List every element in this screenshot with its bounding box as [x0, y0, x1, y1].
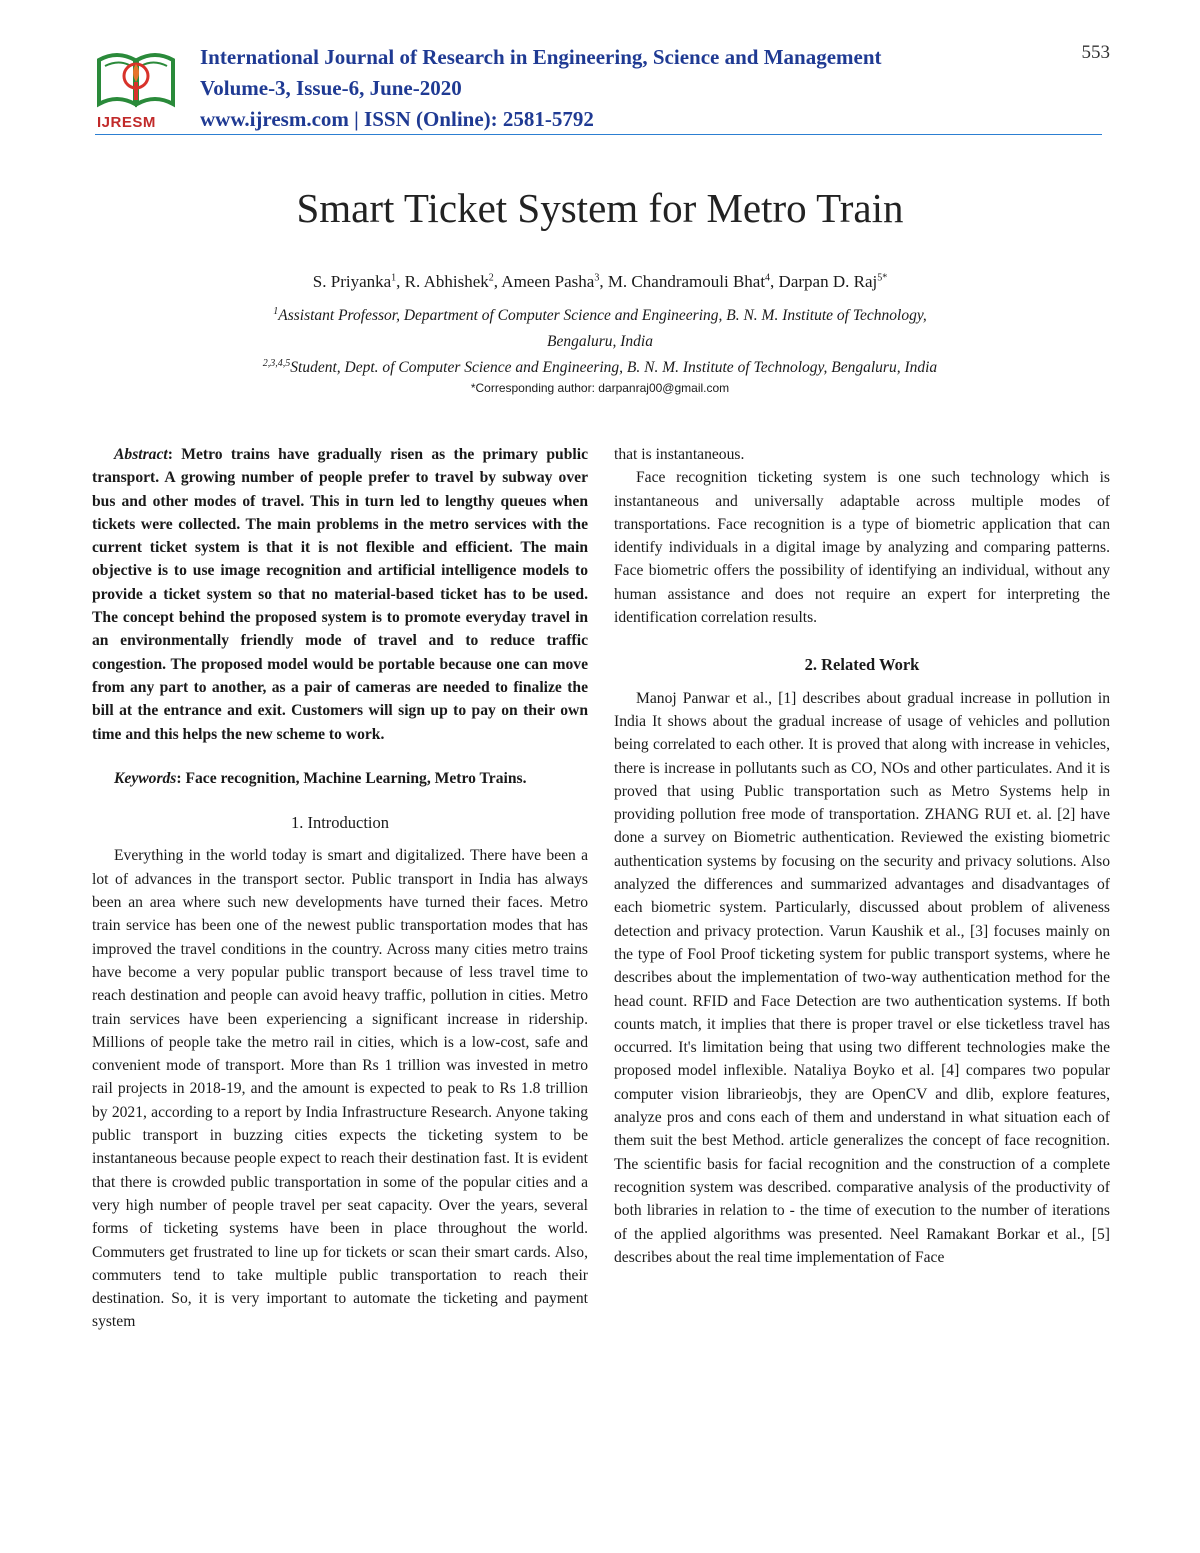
journal-logo — [95, 42, 177, 134]
related-work-paragraph: Manoj Panwar et al., [1] describes about gradual increase in pollution in India It shows about the gradual increase of usage of vehicles and pollution being correlated to each other. It is proved that along with increase in vehicles, there is increase in pollutants such as CO, NOs and other particulates. And it is proved that using Public transportation such as Metro Systems help in providing pollution free mode of transportation. ZHANG RUI et. al. [2] have done a survey on Biometric authentication. Reviewed the existing biometric authentication systems by focusing on the security and privacy solutions. Also analyzed the differences and summarized advantages and disadvantages of each biometric system. Particularly, discussed about problem of aliveness detection and privacy protection. Varun Kaushik et al., [3] focuses mainly on the type of Fool Proof ticketing system for public transport systems, where he describes about the implementation of two-way authentication method for the head count. RFID and Face Detection are two authentication systems. If both counts match, it implies that there is proper travel or else ticketless travel has occurred. It's limitation being that using two different technologies make the proposed model inflexible. Nataliya Boyko et al. [4] compares two popular computer vision librarieobjs, they are OpenCV and dlib, explore features, analyze pros and cons each of them and understand in what situation each of them suit the best Method. article generalizes the concept of face recognition. The scientific basis for facial recognition and the construction of a complete recognition system was described. comparative analysis of the productivity of both libraries in relation to - the time of execution to the number of iterations of the applied algorithms was presented. Neel Ramakant Borkar et al., [5] describes about the real time implementation of Face — [614, 689, 1110, 1266]
intro-paragraph-2: Face recognition ticketing system is one such technology which is instantaneous and universally adaptable across multiple modes of transportations. Face recognition is a type of biometric application that can identify individuals in a digital image by analyzing and comparing patterns. Face biometric offers the possibility of identifying an individual, without any human assistance and does not require an expert for interpreting the identification correlation results. — [614, 469, 1110, 627]
paper-title: Smart Ticket System for Metro Train — [296, 185, 904, 231]
author: Ameen Pasha — [501, 272, 595, 291]
journal-info — [200, 42, 882, 135]
section-heading-introduction: 1. Introduction — [290, 813, 390, 833]
author: M. Chandramouli Bhat — [607, 272, 766, 291]
left-column — [92, 443, 588, 1334]
journal-volume: Volume-3, Issue-6, June-2020 — [200, 76, 462, 100]
keywords: Keywords: Face recognition, Machine Learning, Metro Trains. — [114, 769, 527, 787]
intro-paragraph-continued: that is instantaneous. — [614, 446, 745, 463]
intro-paragraph: Everything in the world today is smart and digitalized. There have been a lot of advances in the transport sector. Public transport in India has always been an area where such new developments have turned their faces. Metro train service has been one of the newest public transportation modes that has improved the travel conditions in the country. Across many cities metro trains have become a very popular public transport because of less travel time to reach destination and people can avoid heavy traffic, pollution in cities. Metro train services have been experiencing a significant increase in ridership. Millions of people take the metro rail in cities, which is a low-cost, safe and convenient mode of transport. More than Rs 1 trillion was invested in metro rail projects in 2018-19, and the amount is expected to peak to Rs 1.8 trillion by 2021, according to a report by India Infrastructure Research. Anyone taking public transport in buzzing cities expects the ticketing system to be instantaneous because people expect to reach their destination fast. It is evident that there is crowded public transportation in some of the popular cities and a very high number of people travel per seat capacity. Over the years, several forms of ticketing systems have been in place throughout the world. Commuters get frustrated to line up for tickets or scan their smart cards. Also, commuters tend to take multiple public transportation to reach their destination. So, it is very important to automate the ticketing and payment system — [92, 847, 588, 1331]
journal-website[interactable]: www.ijresm.com | ISSN (Online): 2581-5792 — [200, 107, 594, 131]
author: Darpan D. Raj — [778, 272, 878, 291]
journal-header — [95, 42, 1110, 136]
journal-name: International Journal of Research in Engineering, Science and Management — [200, 45, 882, 69]
page-number: 553 — [1081, 42, 1110, 63]
keywords-label: Keywords — [114, 769, 177, 787]
book-icon — [95, 42, 177, 114]
section-heading-related-work: 2. Related Work — [804, 655, 920, 675]
abstract: Abstract: Metro trains have gradually risen as the primary public transport. A growing number of people prefer to travel by subway over bus and other modes of travel. This in turn led to lengthy queues when tickets were collected. The main problems in the metro services with the current ticket system is that it is not flexible and efficient. The main objective is to use image recognition and artificial intelligence models to provide a ticket system so that no material-based ticket has to be used. The concept behind the proposed system is to promote everyday travel in an environmentally friendly mode of travel and to reduce traffic congestion. The proposed model would be portable because one can move from any part to another, as a pair of cameras are needed to finalize the bill at the entrance and exit. Customers will sign up to pay on their own time and this helps the new scheme to work. — [92, 446, 588, 743]
author-list: S. Priyanka$^1$, R. Abhishek$^2$, Ameen Pasha$^3$, M. Chandramouli Bhat$^4$, Darpan D. Raj$^{5*}$ — [312, 272, 888, 291]
author: S. Priyanka — [312, 272, 392, 291]
right-column — [614, 443, 1110, 1269]
affiliation-1: $^1$Assistant Professor, Department of Computer Science and Engineering, B. N. M. Institute of Technology, Bengaluru, India — [273, 305, 927, 350]
affiliation-2: $^{2,3,4,5}$Student, Dept. of Computer Science and Engineering, B. N. M. Institute of Technology, Bengaluru, India — [262, 357, 938, 376]
header-divider — [95, 134, 1102, 135]
author: R. Abhishek — [404, 272, 489, 291]
logo-text: IJRESM — [97, 114, 156, 131]
corresponding-author: *Corresponding author: darpanraj00@gmail.com — [470, 381, 730, 395]
abstract-label: Abstract — [114, 446, 168, 463]
